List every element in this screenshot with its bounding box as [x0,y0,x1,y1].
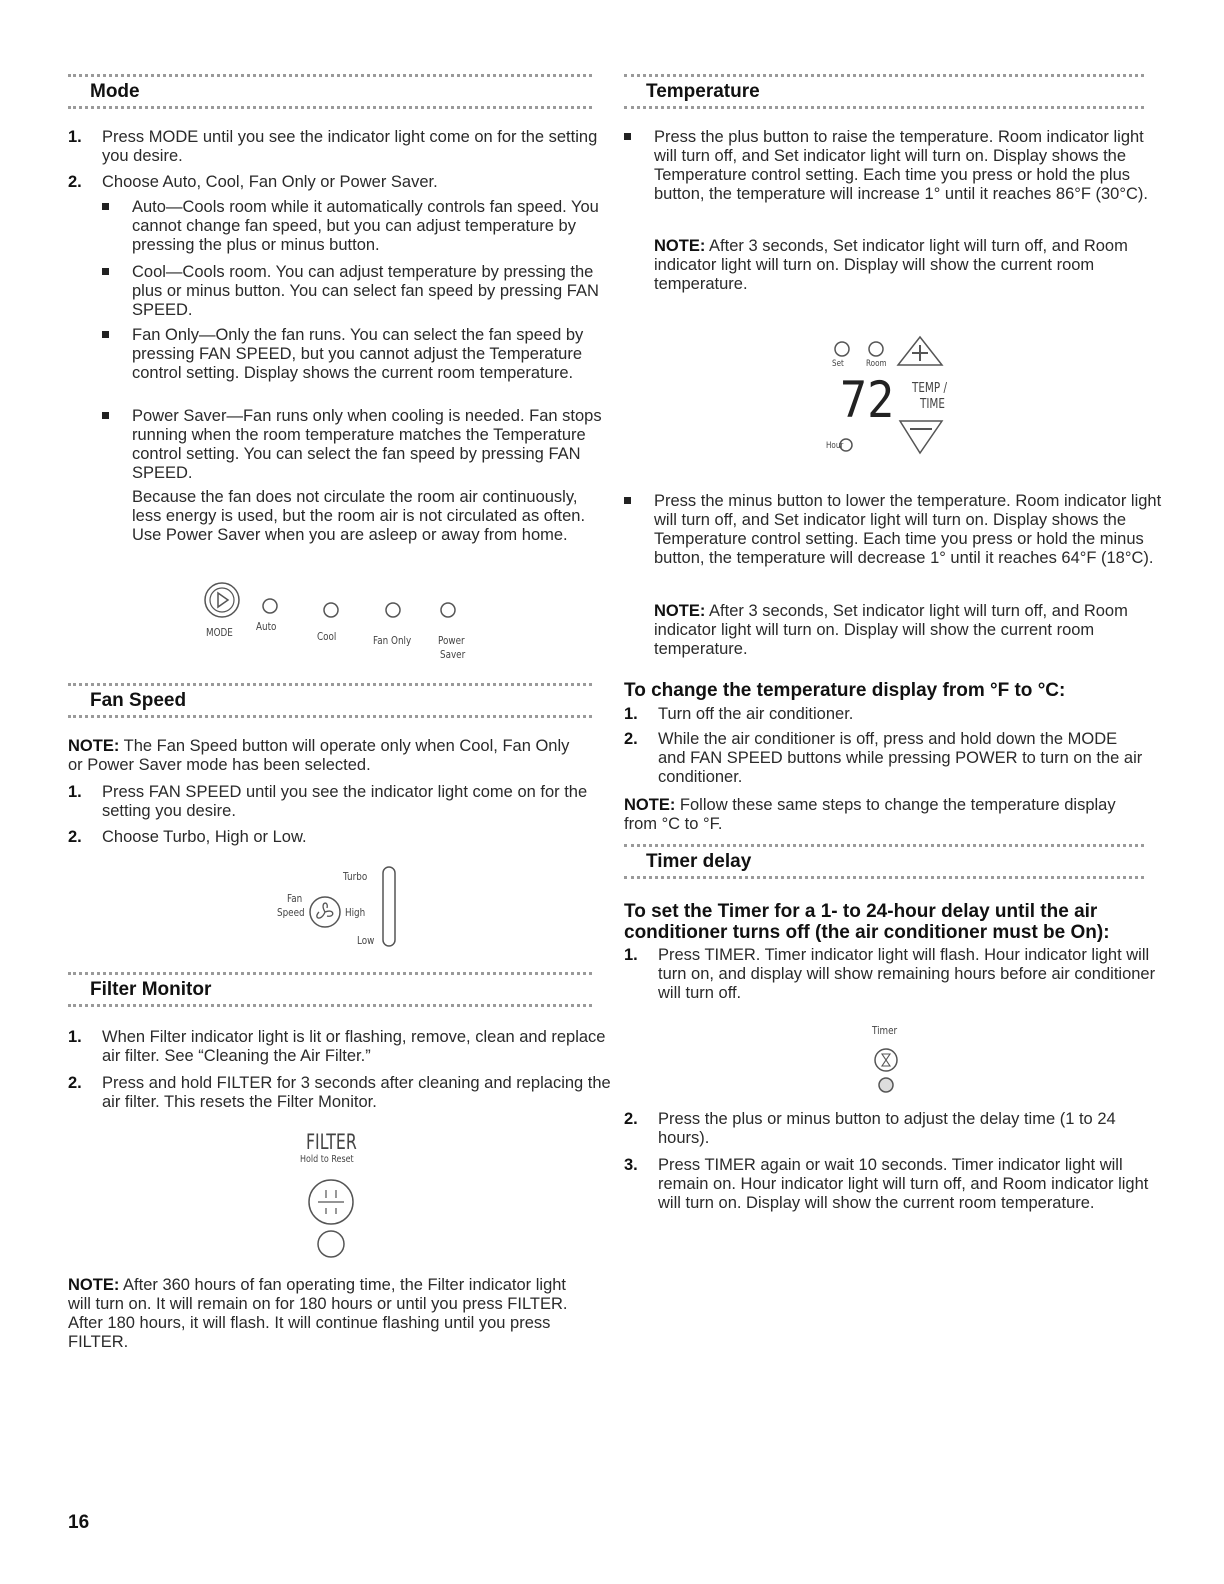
fan-speed-panel-illustration: Turbo Fan Speed High Low [263,862,403,952]
timer-panel-illustration: Timer [866,1024,906,1096]
mode-step-2: 2. Choose Auto, Cool, Fan Only or Power Saver. [68,173,438,191]
timer-step-1: 1. Press TIMER. Timer indicator light will flash. Hour indicator light will turn on, and display will show remaining hours before air conditioner will turn off. [624,946,1156,1002]
mode-bullet-fan-only: Fan Only—Only the fan runs. You can select the fan speed by pressing FAN SPEED, but you cannot adjust the Temperature control setting. Display shows the current room temperature. [102,326,622,383]
temperature-plus-bullet: Press the plus button to raise the temperature. Room indicator light will turn off, and Set indicator light will turn on. Display shows the Temperature control setting. Each time you press or hold the plus button, the temperature will increase 1° until it reaches 86°F (30°C). [624,128,1170,204]
timer-section-header [624,844,1144,879]
bullet-square-icon [624,497,631,504]
filter-section-header [68,972,592,1007]
auto-indicator-icon [263,599,277,613]
mode-bullet-power-saver: Power Saver—Fan runs only when cooling is needed. Fan stops running when the room temperature matches the Temperature control setting. You can select the fan speed by pressing FAN SPEED. [102,407,622,483]
bullet-square-icon [624,133,631,140]
cool-indicator-icon [324,603,338,617]
display-change-note: NOTE: Follow these same steps to change the temperature display from °C to °F. [624,796,1116,833]
fan-speed-note: NOTE: The Fan Speed button will operate only when Cool, Fan Only or Power Saver mode has been selected. [68,737,570,774]
bullet-square-icon [102,268,109,275]
temperature-minus-bullet: Press the minus button to lower the temperature. Room indicator light will turn off, and Set indicator light will turn on. Display shows the Temperature control setting. Each time you press or hold the minus button, the temperature will decrease 1° until it reaches 64°F (18°C). [624,492,1170,568]
bullet-square-icon [102,203,109,210]
mode-panel-illustration: MODE Auto Cool Fan Only Power Saver [188,580,508,665]
timer-title: Timer delay [646,851,752,872]
display-change-step-1: 1. Turn off the air conditioner. [624,705,854,723]
mode-bullet-cool: Cool—Cools room. You can adjust temperature by pressing the plus or minus button. You can select fan speed by pressing FAN SPEED. [102,263,622,320]
fan-speed-indicator-bar [383,867,395,946]
mode-section-header [68,74,592,109]
filter-note: NOTE: After 360 hours of fan operating time, the Filter indicator light will turn on. It will remain on for 180 hours or until you press FILTER. After 180 hours, it will flash. It will continue flashing until you press FILTER. [68,1276,568,1351]
set-indicator-icon [835,342,849,356]
temperature-display: 72 [840,371,895,429]
filter-indicator-icon [318,1231,344,1257]
mode-bullet-auto: Auto—Cools room while it automatically controls fan speed. You cannot change fan speed, but you can adjust temperature by pressing the plus or minus button. [102,198,622,255]
timer-indicator-icon [879,1078,893,1092]
bullet-square-icon [102,331,109,338]
fan-speed-step-2: 2. Choose Turbo, High or Low. [68,828,307,846]
filter-panel-illustration: FILTER Hold to Reset [268,1130,388,1265]
display-change-heading: To change the temperature display from °F to °C: [624,680,1066,701]
timer-heading: To set the Timer for a 1- to 24-hour delay until the air conditioner turns off (the air conditioner must be On): [624,901,1110,943]
room-indicator-icon [869,342,883,356]
filter-title: Filter Monitor [90,979,212,1000]
mode-power-saver-note: Because the fan does not circulate the room air continuously, less energy is used, but the room air is not circulated as often. Use Power Saver when you are asleep or away from home. [132,488,586,544]
fan-speed-section-header [68,683,592,718]
temperature-title: Temperature [646,81,760,102]
timer-step-3: 3. Press TIMER again or wait 10 seconds. Timer indicator light will remain on. Hour indicator light will turn off, and Room indicator light will turn on. Display will show the current room temperature. [624,1156,1149,1212]
bullet-square-icon [102,412,109,419]
power-saver-indicator-icon [441,603,455,617]
fan-speed-title: Fan Speed [90,690,187,711]
filter-step-2: 2. Press and hold FILTER for 3 seconds after cleaning and replacing the air filter. This resets the Filter Monitor. [68,1074,611,1111]
filter-step-1: 1. When Filter indicator light is lit or flashing, remove, clean and replace air filter. See “Cleaning the Air Filter.” [68,1028,606,1065]
temperature-note-1: NOTE: After 3 seconds, Set indicator light will turn off, and Room indicator light will turn on. Display will show the current room temperature. [654,237,1128,293]
mode-step-1: 1. Press MODE until you see the indicator light come on for the setting you desire. [68,128,598,165]
page-number: 16 [68,1512,90,1533]
temperature-panel-illustration: Set Room 72 TEMP / TIME Hour [820,315,970,465]
mode-title: Mode [90,81,140,102]
temperature-section-header [624,74,1144,109]
display-change-step-2: 2. While the air conditioner is off, press and hold down the MODE and FAN SPEED buttons while pressing POWER to turn on the air conditioner. [624,730,1143,786]
minus-button-icon [900,421,942,453]
temperature-note-2: NOTE: After 3 seconds, Set indicator light will turn off, and Room indicator light will turn on. Display will show the current room temperature. [654,602,1128,658]
fan-speed-step-1: 1. Press FAN SPEED until you see the indicator light come on for the setting you desire. [68,783,588,820]
fan-only-indicator-icon [386,603,400,617]
timer-step-2: 2. Press the plus or minus button to adjust the delay time (1 to 24 hours). [624,1110,1116,1147]
